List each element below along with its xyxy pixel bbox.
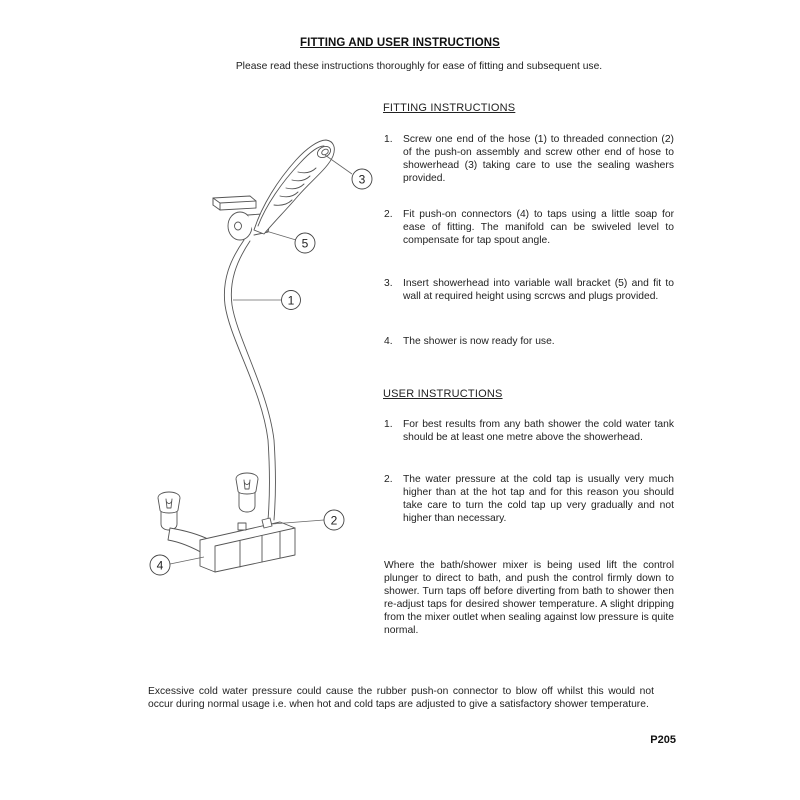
- step-number: 2.: [384, 209, 393, 220]
- fitting-step-2: [384, 208, 674, 247]
- callout-5-label: 5: [301, 236, 309, 251]
- step-number: 3.: [384, 278, 393, 289]
- user-step-2: [384, 473, 674, 525]
- step-text: The water pressure at the cold tap is usually very much higher than at the hot tap and for this reason you should take care to turn the cold tap up very gradually and not higher than necessary.: [403, 474, 674, 524]
- leader-line-3: [325, 155, 352, 174]
- step-number: 2.: [384, 474, 393, 485]
- step-number: 1.: [384, 134, 393, 145]
- user-instructions-heading: USER INSTRUCTIONS: [383, 388, 503, 400]
- step-text: Screw one end of the hose (1) to threaded connection (2) of the push-on assembly and screw other end of hose to showerhead (3) taking care to use the sealing washers provided.: [403, 134, 674, 184]
- shower-kit-diagram: [140, 130, 380, 590]
- tap-manifold-drawing: [158, 473, 295, 572]
- step-number: 1.: [384, 419, 393, 430]
- product-code: P205: [650, 734, 676, 746]
- fitting-step-1: [384, 133, 674, 185]
- step-text: The shower is now ready for use.: [403, 336, 555, 347]
- pressure-warning: Excessive cold water pressure could cause the rubber push-on connector to blow off whilst this would not occur during normal usage i.e. when hot and cold taps are adjusted to give a satisfactory shower temperature.: [148, 686, 654, 710]
- leader-line-5: [266, 231, 296, 240]
- page-subtitle: Please read these instructions thoroughly for ease of fitting and subsequent use.: [235, 61, 603, 72]
- callout-4-label: 4: [156, 558, 164, 573]
- fitting-step-3: [384, 277, 674, 303]
- page-title: FITTING AND USER INSTRUCTIONS: [300, 37, 500, 49]
- callout-3-label: 3: [358, 172, 366, 187]
- leader-line-4: [170, 557, 204, 564]
- fitting-step-4: [384, 335, 674, 348]
- mixer-usage-note: Where the bath/shower mixer is being used lift the control plunger to direct to bath, and push the control firmly down to shower. Turn taps off before diverting from bath to shower then re-adjust taps for desired shower temperature. A slight dripping from the mixer outlet when sealing against low pressure is quite normal.: [384, 560, 674, 636]
- showerhead-drawing: [254, 140, 334, 234]
- step-text: Fit push-on connectors (4) to taps using a little soap for ease of fitting. The manifold can be swiveled level to compensate for tap spout angle.: [403, 209, 674, 246]
- step-text: Insert showerhead into variable wall bracket (5) and fit to wall at required height using scrcws and plugs provided.: [403, 278, 674, 302]
- user-step-1: [384, 418, 674, 444]
- step-number: 4.: [384, 336, 393, 347]
- callout-1-label: 1: [287, 293, 295, 308]
- fitting-instructions-heading: FITTING INSTRUCTIONS: [383, 102, 516, 114]
- callout-2-label: 2: [330, 513, 338, 528]
- step-text: For best results from any bath shower the cold water tank should be at least one metre above the showerhead.: [403, 419, 674, 443]
